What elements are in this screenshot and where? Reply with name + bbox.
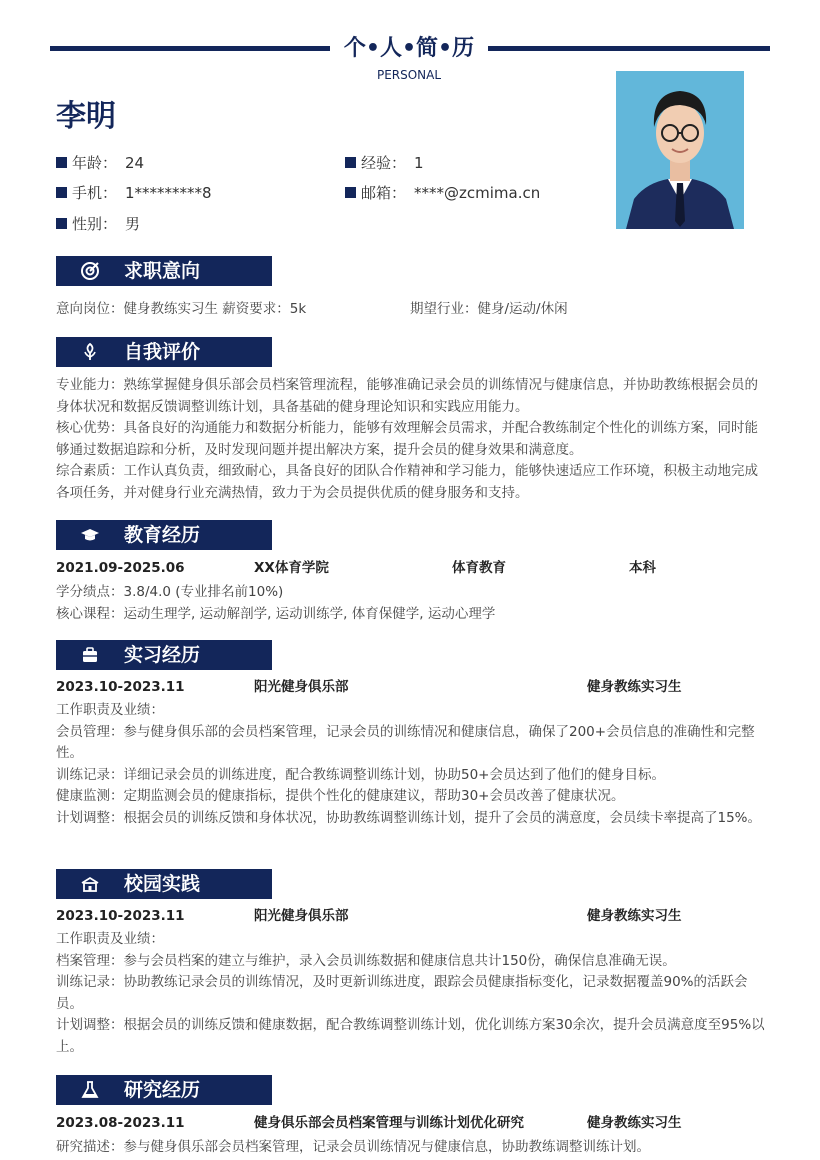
bullet-square bbox=[56, 218, 67, 229]
bullet-square bbox=[345, 157, 356, 168]
campus-item: 计划调整：根据会员的训练反馈和健康数据，配合教练调整训练计划，优化训练方案30余次，提升会员满意度至95%以上。 bbox=[56, 1017, 765, 1055]
flask-icon bbox=[80, 1080, 100, 1100]
section-title-self-eval: 自我评价 bbox=[124, 341, 201, 363]
section-header-campus bbox=[56, 869, 770, 899]
section-header-research bbox=[56, 1075, 770, 1105]
graduation-cap-icon bbox=[80, 525, 100, 545]
person-avatar-illustration bbox=[616, 71, 744, 229]
education-courses: 核心课程：运动生理学, 运动解剖学, 运动训练学, 体育保健学, 运动心理学 bbox=[56, 606, 496, 622]
candidate-name: 李明 bbox=[56, 99, 116, 134]
bullet-square bbox=[56, 157, 67, 168]
info-phone-label: 手机： bbox=[72, 184, 118, 202]
education-row bbox=[56, 558, 768, 578]
info-age-value: 24 bbox=[125, 154, 145, 172]
campus-intro: 工作职责及业绩： bbox=[56, 931, 164, 947]
education-degree: 本科 bbox=[629, 560, 656, 576]
section-title-education: 教育经历 bbox=[124, 524, 201, 546]
section-title-internship: 实习经历 bbox=[124, 644, 201, 666]
campus-item: 训练记录：协助教练记录会员的训练情况，及时更新训练进度，跟踪会员健康指标变化，记录数据覆盖90%的活跃会员。 bbox=[56, 974, 748, 1012]
section-title-intent: 求职意向 bbox=[124, 260, 201, 282]
campus-role: 健身教练实习生 bbox=[587, 908, 682, 924]
research-row bbox=[56, 1113, 768, 1133]
intent-position-salary: 意向岗位：健身教练实习生 薪资要求：5k bbox=[56, 301, 307, 317]
internship-org: 阳光健身俱乐部 bbox=[254, 679, 349, 695]
info-age bbox=[56, 153, 144, 173]
target-icon bbox=[80, 261, 100, 281]
section-title-campus: 校园实践 bbox=[124, 873, 201, 895]
education-major: 体育教育 bbox=[452, 560, 506, 576]
resume-subtitle: PERSONAL bbox=[376, 68, 442, 82]
info-experience bbox=[345, 153, 424, 173]
info-email bbox=[345, 183, 540, 203]
campus-details bbox=[56, 929, 768, 1058]
info-phone bbox=[56, 183, 212, 203]
info-gender-value: 男 bbox=[125, 215, 141, 233]
internship-date: 2023.10-2023.11 bbox=[56, 679, 185, 695]
intent-industry: 期望行业：健身/运动/休闲 bbox=[410, 301, 568, 317]
school-building-icon bbox=[80, 874, 100, 894]
info-experience-value: 1 bbox=[414, 154, 424, 172]
header-bar-left bbox=[50, 46, 330, 51]
internship-details bbox=[56, 700, 768, 829]
section-header-education bbox=[56, 520, 770, 550]
info-email-value: ****@zcmima.cn bbox=[414, 184, 541, 202]
resume-title: 个•人•简•历 bbox=[343, 36, 475, 61]
internship-item: 健康监测：定期监测会员的健康指标，提供个性化的健康建议，帮助30+会员改善了健康状况。 bbox=[56, 788, 625, 804]
education-gpa: 学分绩点：3.8/4.0 (专业排名前10%) bbox=[56, 584, 284, 600]
self-eval-item: 核心优势：具备良好的沟通能力和数据分析能力，能够有效理解会员需求，并配合教练制定个性化的训练方案，同时能够通过数据追踪和分析，及时发现问题并提出解决方案，提升会员的健身效果和满意度。 bbox=[56, 420, 758, 458]
info-age-label: 年龄： bbox=[72, 154, 118, 172]
info-gender-label: 性别： bbox=[72, 215, 118, 233]
bullet-square bbox=[345, 187, 356, 198]
campus-date: 2023.10-2023.11 bbox=[56, 908, 185, 924]
section-header-internship bbox=[56, 640, 770, 670]
research-role: 健身教练实习生 bbox=[587, 1115, 682, 1131]
self-eval-item: 综合素质：工作认真负责，细致耐心，具备良好的团队合作精神和学习能力，能够快速适应工作环境，积极主动地完成各项任务，并对健身行业充满热情，致力于为会员提供优质的健身服务和支持。 bbox=[56, 463, 758, 501]
education-school: XX体育学院 bbox=[254, 560, 329, 576]
campus-item: 档案管理：参与会员档案的建立与维护，录入会员训练数据和健康信息共计150份，确保信息准确无误。 bbox=[56, 952, 676, 969]
research-topic: 健身俱乐部会员档案管理与训练计划优化研究 bbox=[254, 1115, 524, 1131]
section-title-research: 研究经历 bbox=[124, 1079, 201, 1101]
internship-item: 训练记录：详细记录会员的训练进度，配合教练调整训练计划，协助50+会员达到了他们的健身目标。 bbox=[56, 766, 665, 783]
internship-row bbox=[56, 677, 768, 697]
campus-org: 阳光健身俱乐部 bbox=[254, 908, 349, 924]
section-header-self-eval bbox=[56, 337, 770, 367]
internship-item: 计划调整：根据会员的训练反馈和身体状况，协助教练调整训练计划，提升了会员的满意度，会员续卡率提高了15%。 bbox=[56, 809, 762, 826]
internship-intro: 工作职责及业绩： bbox=[56, 702, 164, 718]
campus-row bbox=[56, 906, 768, 926]
info-phone-value: 1*********8 bbox=[125, 184, 212, 202]
flower-icon bbox=[80, 342, 100, 362]
info-email-label: 邮箱： bbox=[361, 184, 407, 202]
briefcase-icon bbox=[80, 645, 100, 665]
section-header-intent bbox=[56, 256, 770, 286]
internship-role: 健身教练实习生 bbox=[587, 679, 682, 695]
header-bar-right bbox=[488, 46, 770, 51]
internship-item: 会员管理：参与健身俱乐部的会员档案管理，记录会员的训练情况和健康信息，确保了200+会员信息的准确性和完整性。 bbox=[56, 723, 755, 761]
info-experience-label: 经验： bbox=[361, 154, 407, 172]
self-eval-item: 专业能力：熟练掌握健身俱乐部会员档案管理流程，能够准确记录会员的训练情况与健康信息，并协助教练根据会员的身体状况和数据反馈调整训练计划，具备基础的健身理论知识和实践应用能力。 bbox=[56, 377, 758, 415]
info-gender bbox=[56, 214, 140, 234]
profile-photo bbox=[616, 71, 744, 229]
research-date: 2023.08-2023.11 bbox=[56, 1115, 185, 1131]
bullet-square bbox=[56, 187, 67, 198]
research-description: 研究描述：参与健身俱乐部会员档案管理，记录会员训练情况与健康信息，协助教练调整训练计划。 bbox=[56, 1139, 650, 1155]
education-date: 2021.09-2025.06 bbox=[56, 560, 185, 576]
self-eval-text bbox=[56, 375, 768, 504]
